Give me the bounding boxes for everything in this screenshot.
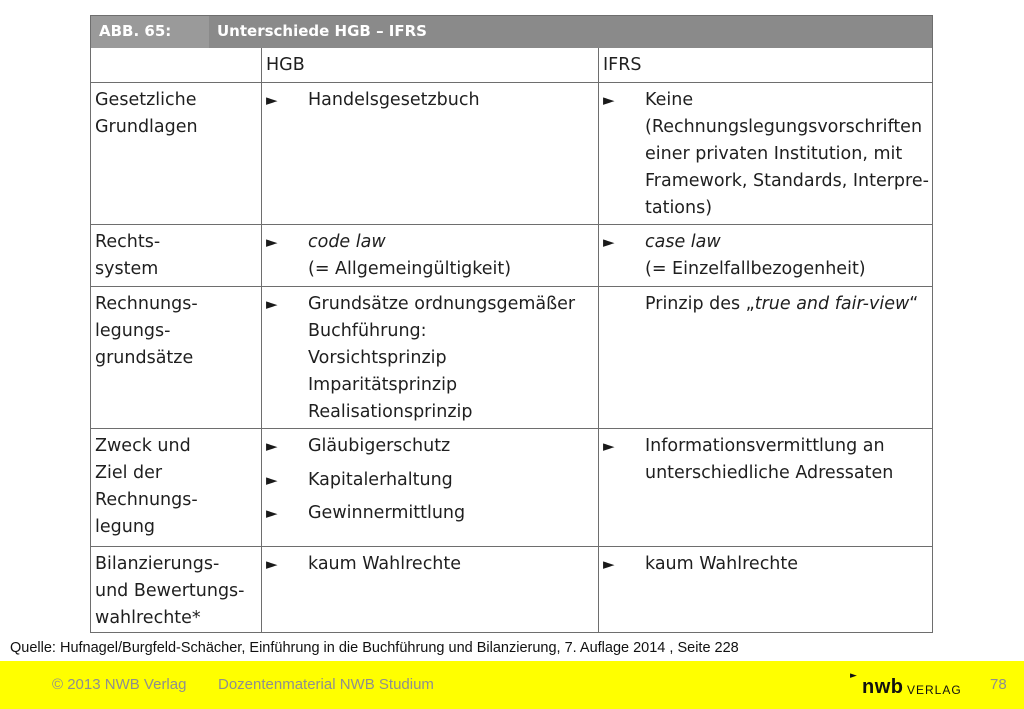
hgb-cell: Kapitalerhaltung [308,470,453,490]
copyright-text: © 2013 NWB Verlag [52,676,187,693]
bullet-arrow-icon: ► [266,504,278,522]
row-divider [91,224,932,225]
footer-bar [0,661,1024,709]
ifrs-prefix: Prinzip des „ [645,294,755,314]
column-divider [261,48,262,632]
hgb-cell: Grundsätze ordnungsgemäßer Buchführung: Vorsichtsprinzip Imparitätsprinzip Realisationsprinzip [308,294,576,422]
row-divider [91,546,932,547]
ifrs-italic: true and fair-view [754,294,910,314]
ifrs-cell: kaum Wahlrechte [645,554,799,574]
comparison-table [90,15,933,633]
ifrs-cell-italic: case law [645,232,721,252]
logo-verlag-text: VERLAG [907,683,962,697]
row-label: Zweck und Ziel der Rechnungs- legung [95,436,198,537]
bullet-arrow-icon: ► [266,295,278,313]
row-label: Rechts- system [95,232,161,279]
bullet-arrow-icon: ► [266,437,278,455]
ifrs-cell: Keine (Rechnungslegungsvorschriften einer privaten Institution, mit Framework, Standards, Interpre- tations) [645,90,929,218]
bullet-arrow-icon: ► [266,233,278,251]
page-number: 78 [990,676,1007,693]
figure-label: ABB. 65: [99,22,172,40]
hgb-cell: kaum Wahlrechte [308,554,462,574]
ifrs-cell: (= Einzelfallbezogenheit) [645,259,866,279]
column-header-ifrs: IFRS [603,55,642,75]
figure-label-cell [91,16,209,48]
hgb-cell-italic: code law [308,232,386,252]
hgb-cell: Gläubigerschutz [308,436,451,456]
ifrs-suffix: “ [909,294,919,314]
ifrs-cell: Informationsvermittlung an unterschiedliche Adressaten [645,436,894,483]
hgb-cell: (= Allgemeingültigkeit) [308,259,512,279]
table-title-cell [209,16,932,48]
row-divider [91,82,932,83]
bullet-arrow-icon: ► [266,91,278,109]
bullet-arrow-icon: ► [603,437,615,455]
bullet-arrow-icon: ► [603,555,615,573]
hgb-cell: Gewinnermittlung [308,503,466,523]
logo-nwb-text: nwb [862,676,904,698]
column-divider [598,48,599,632]
bullet-arrow-icon: ► [603,233,615,251]
bullet-arrow-icon: ► [603,91,615,109]
column-header-hgb: HGB [266,55,305,75]
logo-arrow-icon: ► [850,671,857,681]
hgb-cell: Handelsgesetzbuch [308,90,480,110]
source-citation: Quelle: Hufnagel/Burgfeld-Schächer, Einführung in die Buchführung und Bilanzierung, 7. Auflage 2014 , Seite 228 [10,640,739,656]
course-text: Dozentenmaterial NWB Studium [218,676,434,693]
bullet-arrow-icon: ► [266,471,278,489]
row-divider [91,286,932,287]
row-label: Rechnungs- legungs- grundsätze [95,294,198,368]
bullet-arrow-icon: ► [266,555,278,573]
row-label: Bilanzierungs- und Bewertungs- wahlrechte* [95,554,245,628]
row-label: Gesetzliche Grundlagen [95,90,198,137]
row-divider [91,428,932,429]
table-title: Unterschiede HGB – IFRS [217,22,427,40]
ifrs-cell [645,291,918,318]
